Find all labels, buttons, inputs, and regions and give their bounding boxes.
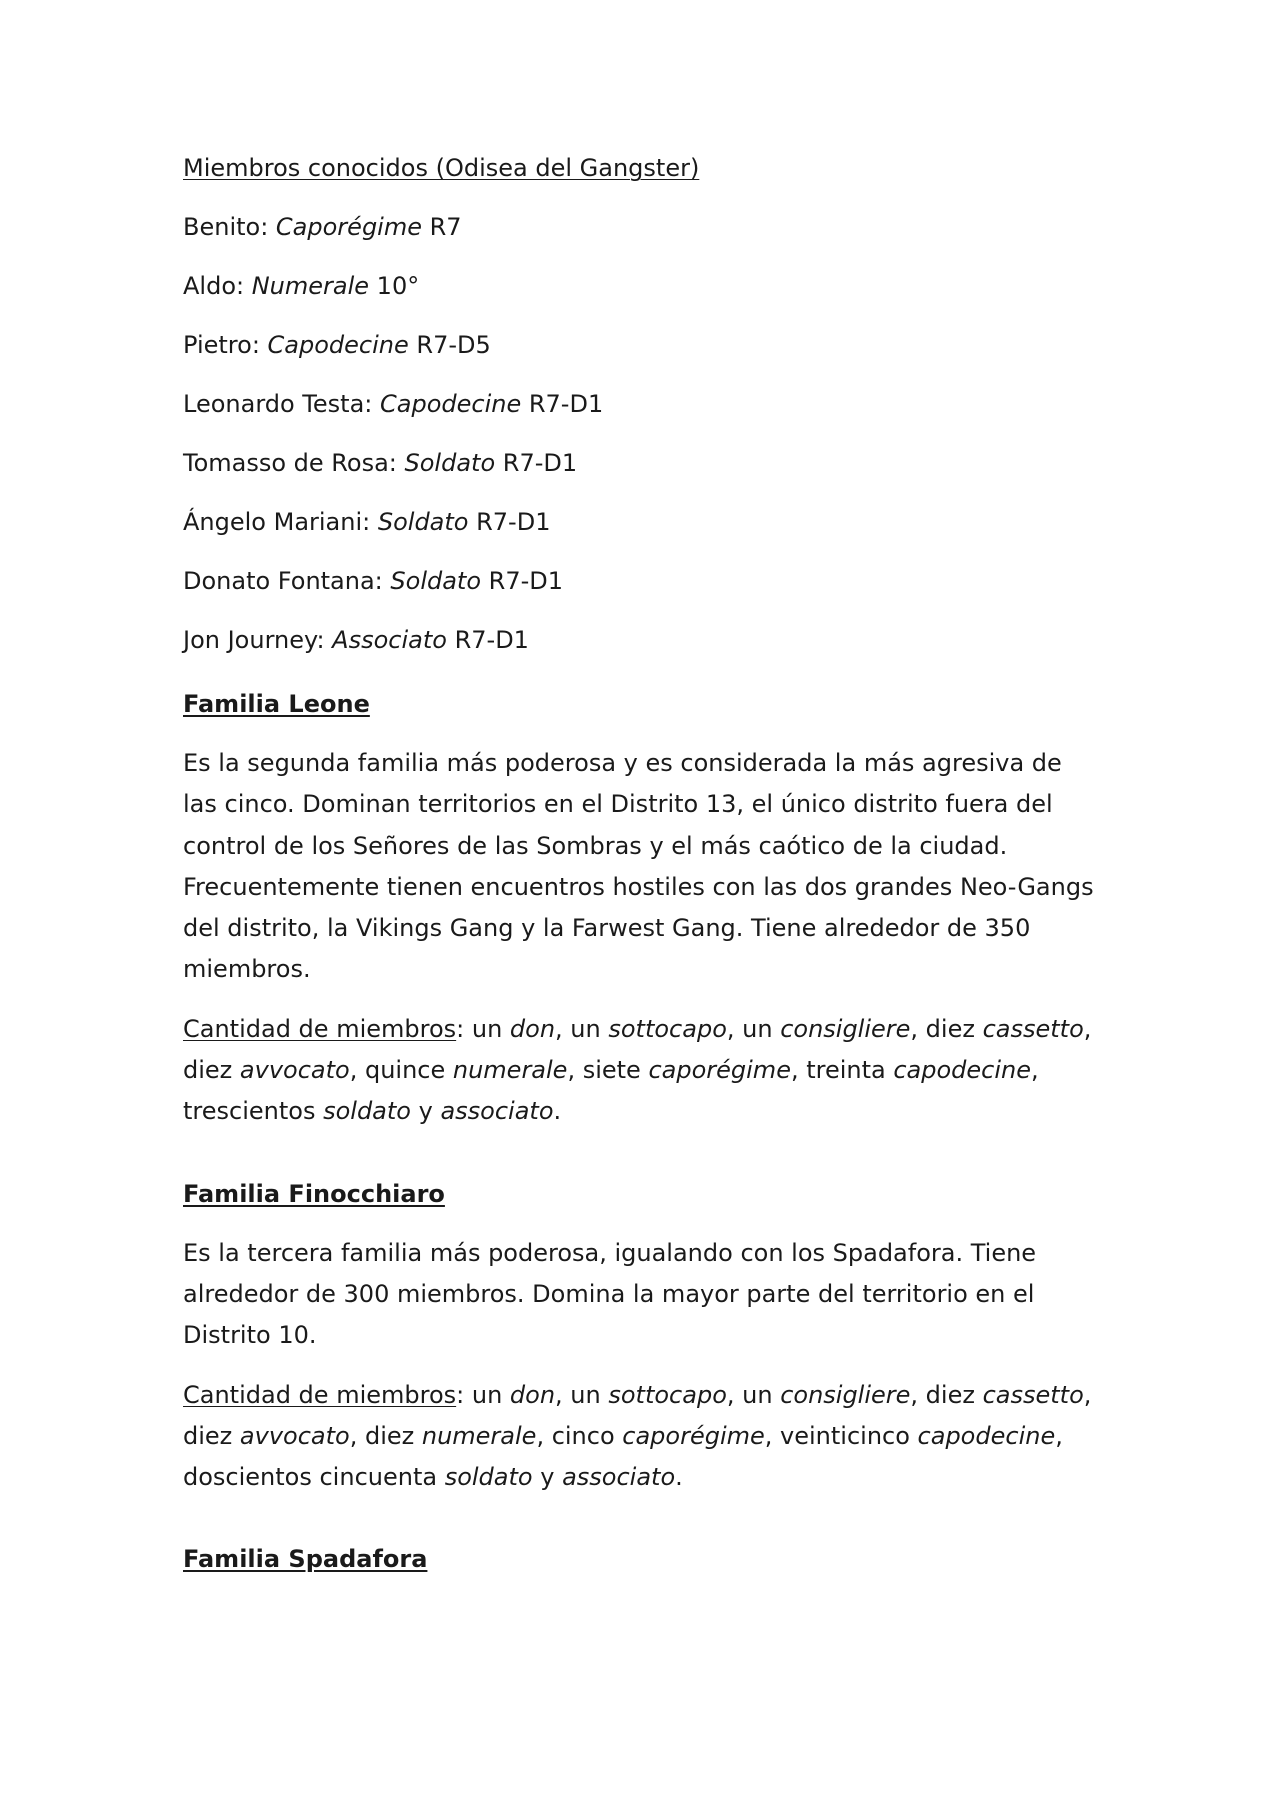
member-line: Jon Journey: Associato R7-D1 xyxy=(183,626,529,654)
member-line: Tomasso de Rosa: Soldato R7-D1 xyxy=(183,449,578,477)
leone-description: Es la segunda familia más poderosa y es considerada la más agresiva de las cinco. Dominan territorios en el Distrito 13, el único distrito fuera del control de los Señores de las Sombras y el más caótico de la ciudad. Frecuentemente tienen encuentros hostiles con las dos grandes Neo-Gangs del distrito, la Vikings Gang y la Farwest Gang. Tiene alrededor de 350 miembros. xyxy=(183,749,1094,984)
heading-familia-leone: Familia Leone xyxy=(183,690,370,718)
members-list xyxy=(183,207,1103,661)
member-line: Leonardo Testa: Capodecine R7-D1 xyxy=(183,390,604,418)
section-title-known-members: Miembros conocidos (Odisea del Gangster) xyxy=(183,154,700,182)
member-line: Donato Fontana: Soldato R7-D1 xyxy=(183,567,564,595)
heading-familia-spadafora: Familia Spadafora xyxy=(183,1545,428,1574)
finocchiaro-member-count: Cantidad de miembros: un don, un sottocapo, un consigliere, diez cassetto, diez avvocato, diez numerale, cinco caporégime, veinticinco capodecine, doscientos cincuenta soldato y associato. xyxy=(183,1380,1092,1492)
member-line: Ángelo Mariani: Soldato R7-D1 xyxy=(183,508,551,536)
member-line: Pietro: Capodecine R7-D5 xyxy=(183,331,491,359)
heading-familia-finocchiaro: Familia Finocchiaro xyxy=(183,1179,445,1208)
member-line: Aldo: Numerale 10° xyxy=(183,272,420,300)
finocchiaro-description: Es la tercera familia más poderosa, igualando con los Spadafora. Tiene alrededor de 300 miembros. Domina la mayor parte del territorio en el Distrito 10. xyxy=(183,1238,1037,1350)
document-page xyxy=(183,148,1103,1598)
member-line: Benito: Caporégime R7 xyxy=(183,213,462,241)
leone-member-count: Cantidad de miembros: un don, un sottocapo, un consigliere, diez cassetto, diez avvocato, quince numerale, siete caporégime, treinta capodecine, trescientos soldato y associato. xyxy=(183,1014,1092,1126)
